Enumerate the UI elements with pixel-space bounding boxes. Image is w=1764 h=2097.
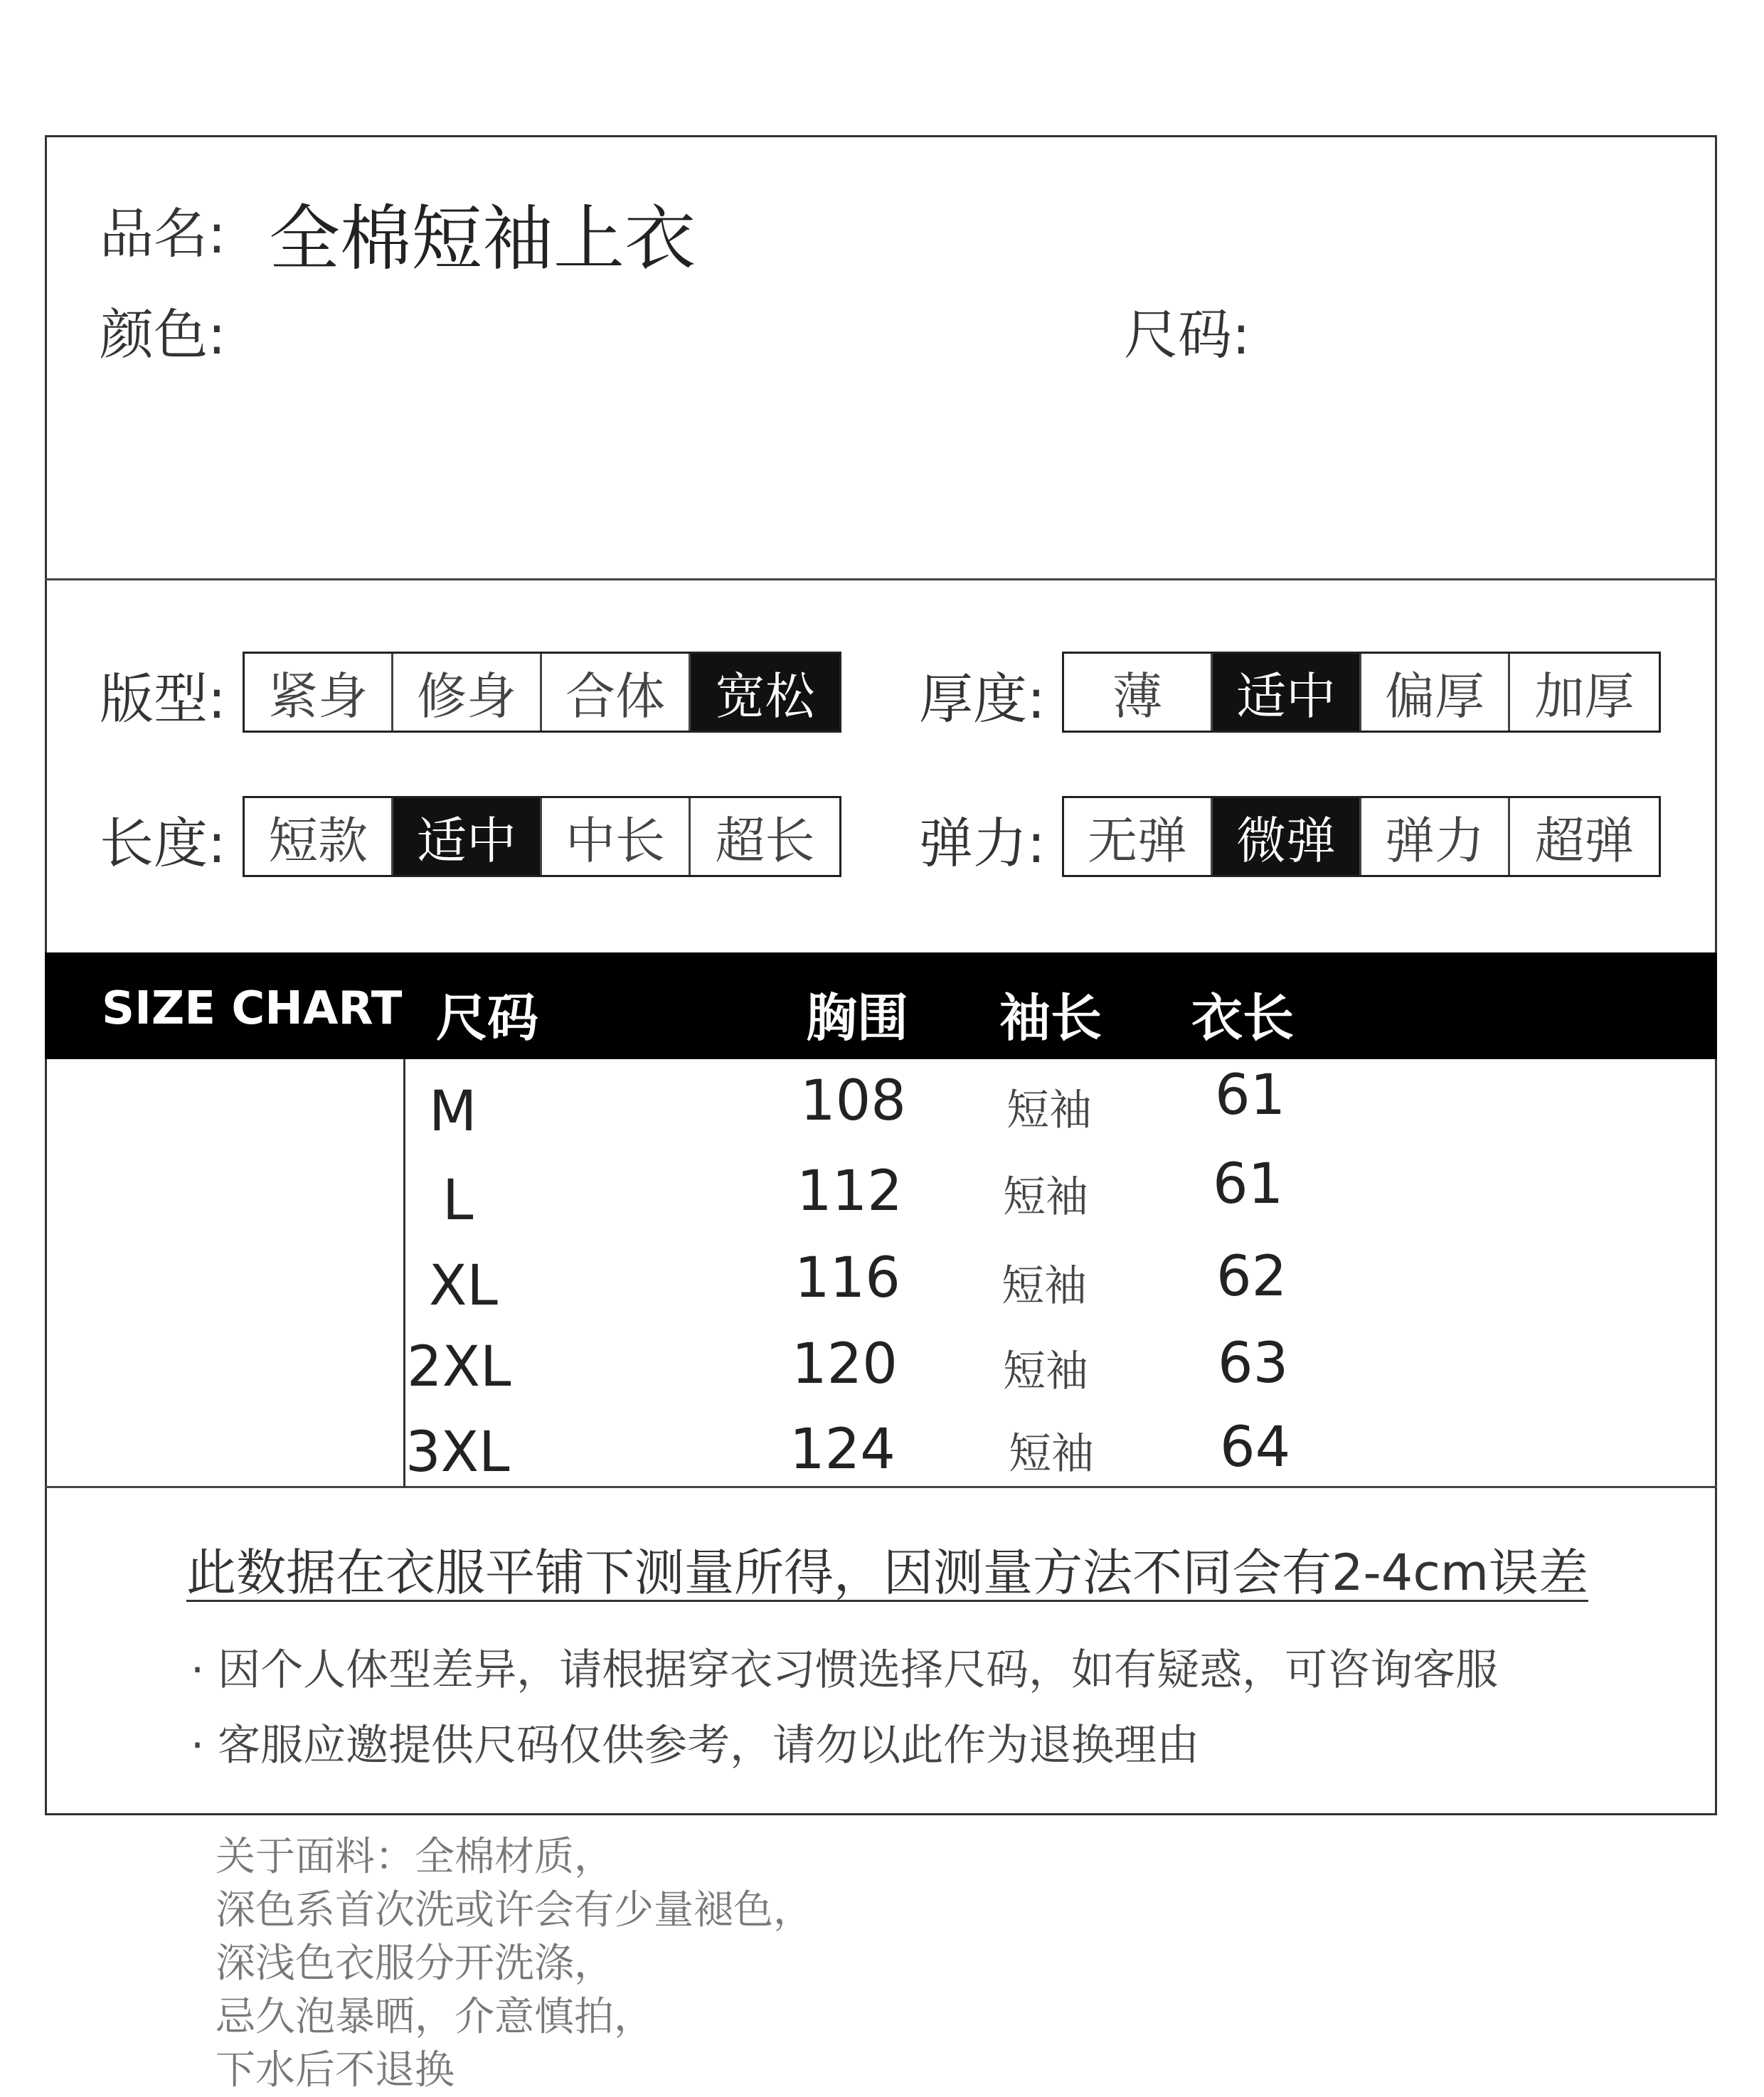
length-cell: 64 (1220, 1416, 1291, 1480)
column-header-length: 衣长 (1191, 988, 1295, 1048)
fabric-note-line-4: 下水后不退换 (216, 2047, 455, 2093)
length-cell: 63 (1218, 1332, 1289, 1396)
elasticity-label: 弹力: (919, 812, 1046, 875)
note-bullet-1: · 客服应邀提供尺码仅供参考，请勿以此作为退换理由 (191, 1721, 1200, 1770)
length-option-2[interactable]: 中长 (542, 798, 691, 875)
thickness-option-3[interactable]: 加厚 (1534, 667, 1635, 726)
header-divider (45, 578, 1717, 580)
fit-option-1[interactable]: 修身 (393, 654, 542, 731)
elasticity-option-1[interactable]: 微弹 (1213, 798, 1361, 875)
sleeve-cell: 短袖 (1003, 1347, 1088, 1396)
length-option-0[interactable]: 短款 (245, 798, 393, 875)
sleeve-cell: 短袖 (1006, 1085, 1092, 1135)
fabric-note-line-2: 深浅色衣服分开洗涤， (216, 1941, 614, 1987)
fit-option-3[interactable]: 宽松 (691, 654, 839, 731)
elasticity-selector (1062, 796, 1661, 877)
fabric-note-line-0: 关于面料：全棉材质， (216, 1834, 614, 1880)
thickness-option-2[interactable]: 偏厚 (1361, 654, 1510, 731)
size-label: 尺码: (1124, 303, 1250, 366)
size-cell: M (429, 1080, 477, 1144)
column-header-size: 尺码 (436, 988, 539, 1048)
fit-label: 版型: (100, 667, 226, 731)
table-bottom-divider (45, 1486, 1717, 1488)
product-name-value: 全棉短袖上衣 (269, 197, 696, 280)
measurement-note: 此数据在衣服平铺下测量所得，因测量方法不同会有2-4cm误差 (186, 1544, 1589, 1602)
elasticity-option-3[interactable]: 超弹 (1534, 811, 1635, 870)
sleeve-cell: 短袖 (1001, 1261, 1087, 1311)
size-chart-header (45, 952, 1717, 1059)
fabric-note-line-1: 深色系首次洗或许会有少量褪色， (216, 1887, 813, 1933)
chest-cell: 116 (795, 1246, 900, 1310)
column-header-chest: 胸围 (806, 988, 909, 1048)
length-cell: 61 (1213, 1152, 1284, 1216)
thickness-option-1[interactable]: 适中 (1213, 654, 1361, 731)
fabric-note-line-3: 忌久泡暴晒，介意慎拍， (216, 1994, 654, 2040)
column-header-sleeve: 袖长 (999, 988, 1102, 1048)
chest-cell: 124 (790, 1418, 896, 1482)
color-label: 颜色: (100, 303, 226, 366)
size-cell: 3XL (405, 1421, 510, 1485)
length-label: 长度: (100, 812, 226, 875)
thickness-option-0[interactable]: 薄 (1064, 654, 1213, 731)
elasticity-option-2[interactable]: 弹力 (1361, 798, 1510, 875)
size-cell: XL (429, 1254, 498, 1318)
size-cell: 2XL (407, 1335, 511, 1399)
length-cell: 62 (1216, 1245, 1287, 1309)
chest-cell: 108 (800, 1069, 906, 1133)
note-bullet-0: · 因个人体型差异，请根据穿衣习惯选择尺码，如有疑惑，可咨询客服 (191, 1645, 1499, 1695)
fit-option-2[interactable]: 合体 (542, 654, 691, 731)
sleeve-cell: 短袖 (1003, 1172, 1088, 1222)
length-selector (243, 796, 841, 877)
length-option-1[interactable]: 适中 (393, 798, 542, 875)
sleeve-cell: 短袖 (1009, 1429, 1094, 1479)
thickness-selector (1062, 652, 1661, 733)
length-cell: 61 (1215, 1063, 1286, 1127)
fit-selector (243, 652, 841, 733)
fabric-note (216, 1830, 813, 2097)
chest-cell: 120 (792, 1332, 898, 1396)
size-chart-title: SIZE CHART (102, 982, 403, 1035)
thickness-label: 厚度: (919, 667, 1046, 731)
product-name-label: 品名: (100, 202, 226, 265)
length-option-3[interactable]: 超长 (715, 811, 815, 870)
size-cell: L (442, 1169, 474, 1233)
elasticity-option-0[interactable]: 无弹 (1064, 798, 1213, 875)
chest-cell: 112 (797, 1159, 903, 1223)
fit-option-0[interactable]: 紧身 (245, 654, 393, 731)
